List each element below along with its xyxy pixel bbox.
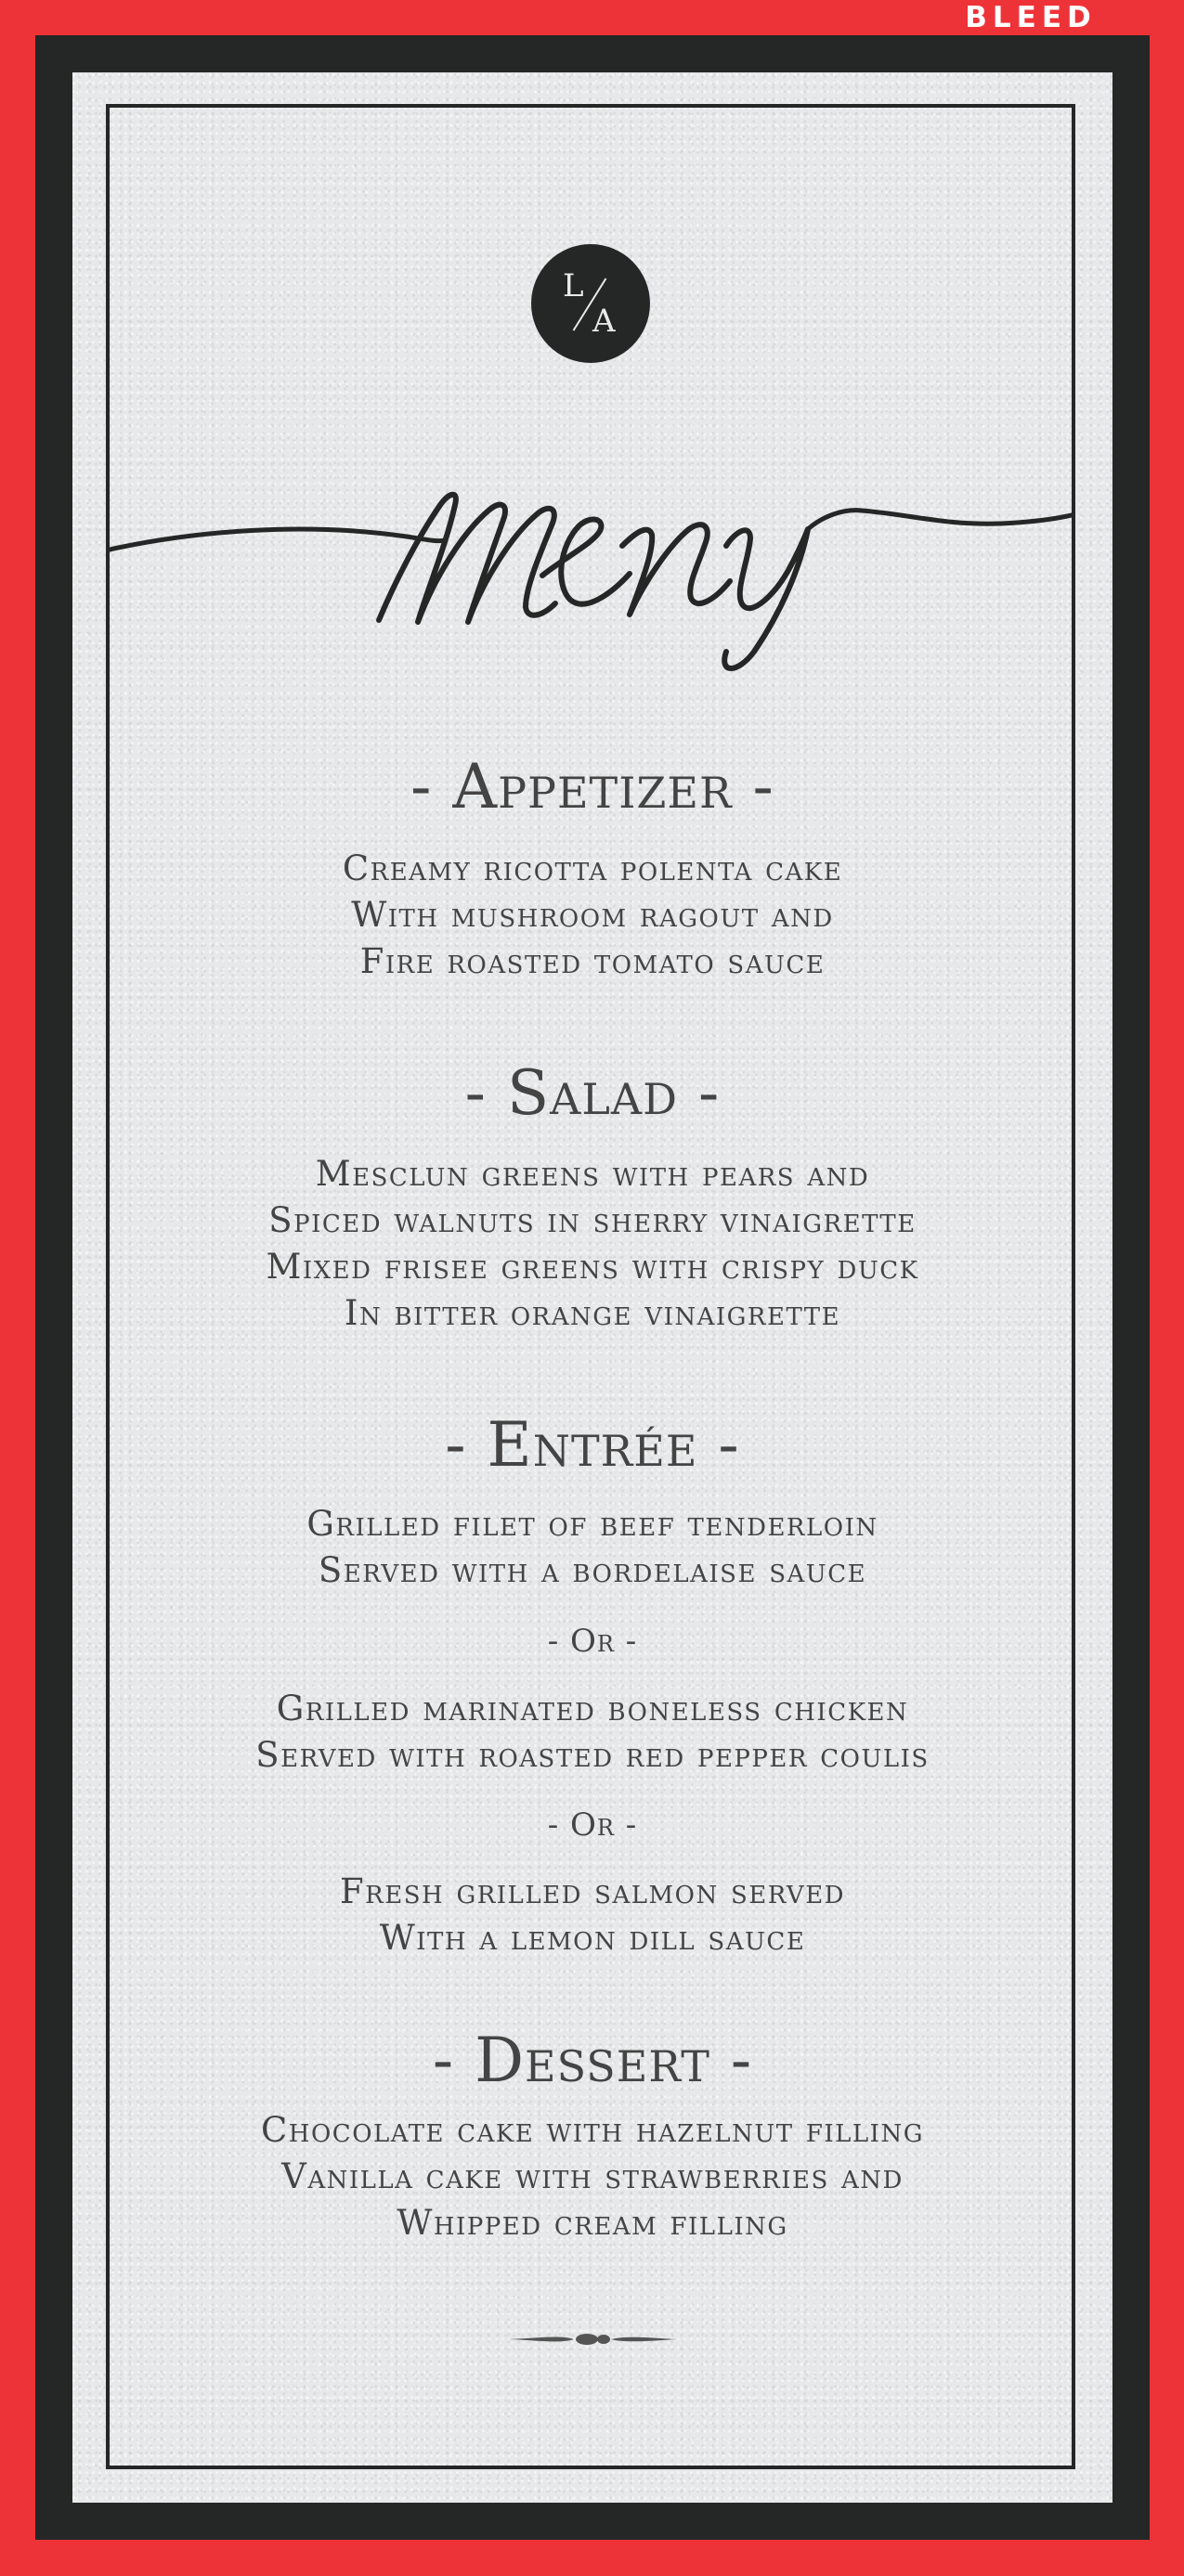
menu-item-line: Fresh grilled salmon served	[339, 1871, 846, 1911]
menu-item-line: Served with roasted red pepper coulis	[255, 1735, 930, 1775]
section-heading-dessert: - Dessert -	[432, 2025, 753, 2096]
menu-item-line: With a lemon dill sauce	[379, 1918, 806, 1958]
section-heading-entree: - Entrée -	[445, 1409, 740, 1481]
monogram-letter-l: L	[563, 267, 584, 304]
menu-item-line: Whipped cream filling	[397, 2203, 788, 2243]
section-items-appetizer	[110, 846, 1075, 985]
section-items-dessert	[110, 2107, 1075, 2246]
flourish-ornament-icon	[509, 2325, 676, 2353]
section-heading-appetizer: - Appetizer -	[410, 751, 774, 822]
menu-item-line: With mushroom ragout and	[351, 895, 834, 935]
menu-item-line: Mesclun greens with pears and	[315, 1154, 870, 1194]
menu-item-line: Vanilla cake with strawberries and	[281, 2156, 904, 2196]
menu-item-line: Spiced walnuts in sherry vinaigrette	[268, 1200, 917, 1240]
entree-option-beef	[110, 1501, 1075, 1594]
menu-item-line: Chocolate cake with hazelnut filling	[261, 2110, 924, 2150]
menu-item-line: Mixed frisee greens with crispy duck	[266, 1247, 919, 1287]
entree-option-salmon	[110, 1869, 1075, 1961]
bleed-label: BLEED	[965, 1, 1097, 34]
menu-item-line: In bitter orange vinaigrette	[344, 1293, 841, 1333]
menu-item-line: Fire roasted tomato sauce	[359, 941, 826, 981]
menu-item-line: Grilled marinated boneless chicken	[276, 1689, 909, 1728]
menu-item-line: Grilled filet of beef tenderloin	[306, 1504, 878, 1544]
menu-sections	[110, 0, 1075, 2576]
menu-item-line: Creamy ricotta polenta cake	[342, 848, 843, 888]
or-separator: - Or -	[547, 1806, 638, 1844]
menu-item-line: Served with a bordelaise sauce	[318, 1550, 867, 1590]
or-separator: - Or -	[547, 1623, 638, 1660]
section-heading-salad: - Salad -	[464, 1057, 721, 1129]
entree-option-chicken	[110, 1686, 1075, 1779]
section-items-salad	[110, 1151, 1075, 1337]
monogram-letter-a: A	[592, 303, 616, 340]
